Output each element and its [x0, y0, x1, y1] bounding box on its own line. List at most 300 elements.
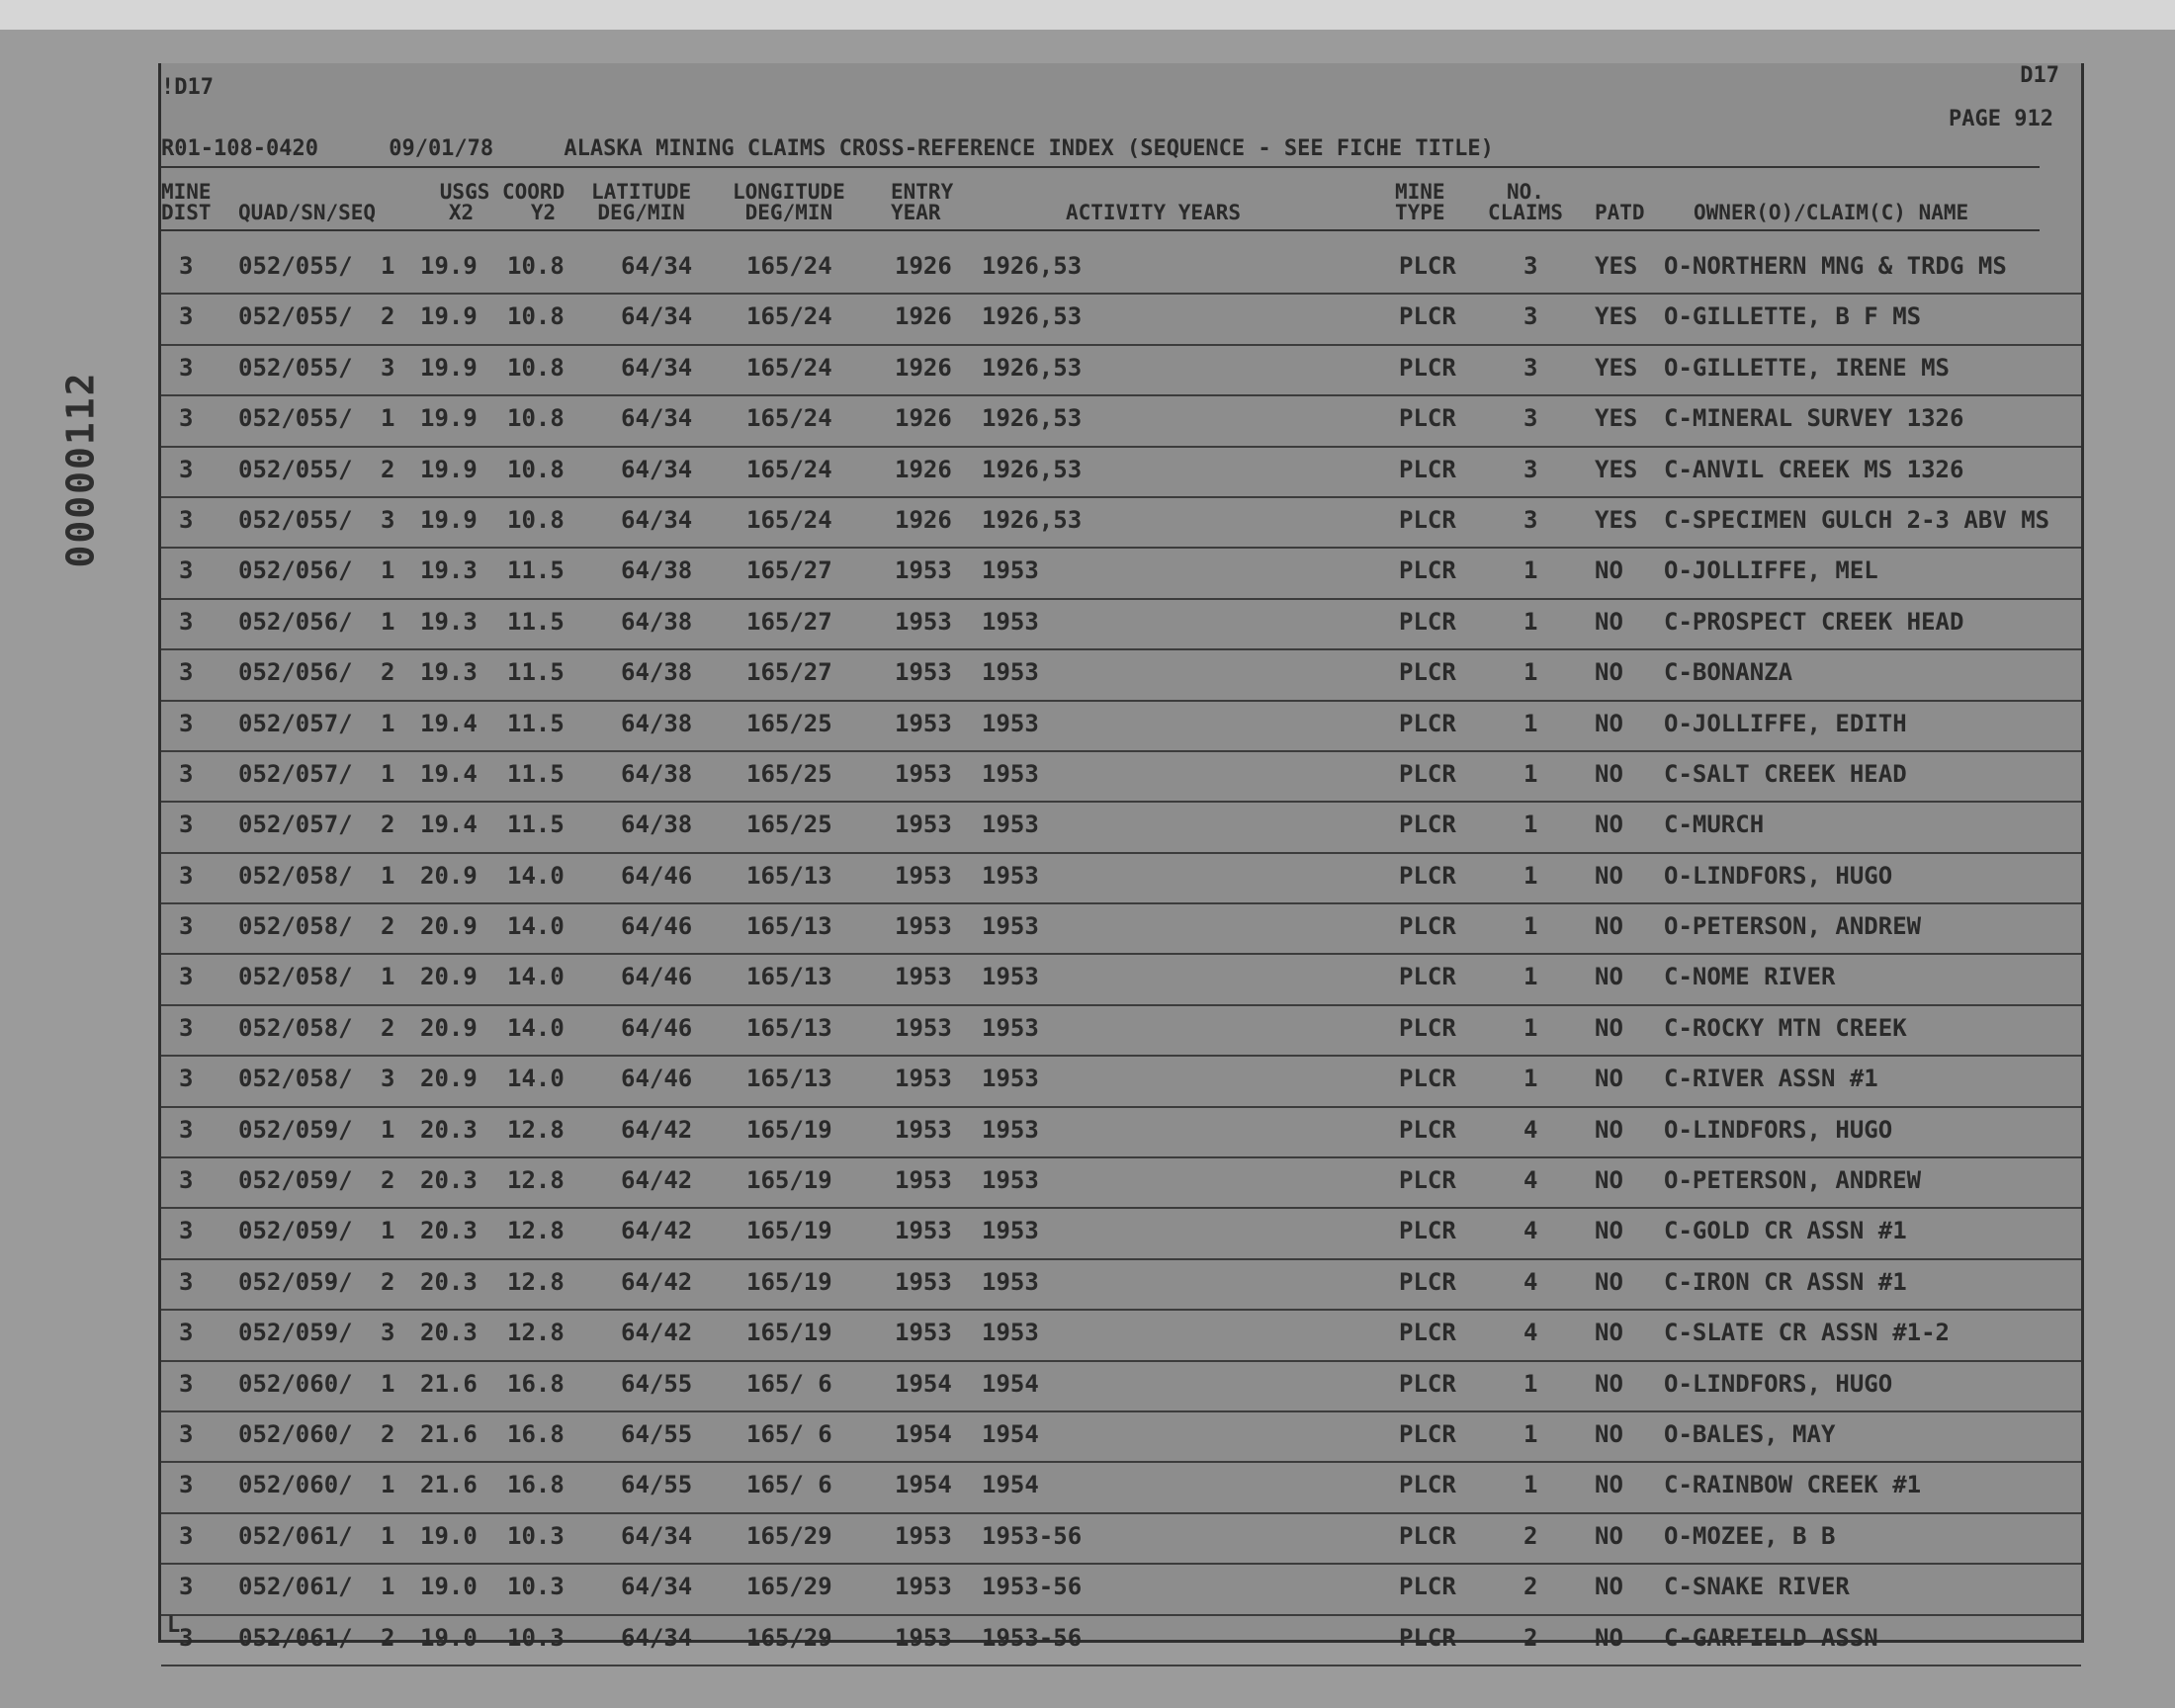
seq-cell: 1: [381, 252, 395, 280]
latitude-cell: 64/38: [621, 759, 693, 788]
longitude-cell: 165/24: [746, 252, 832, 280]
side-film-number: [61, 366, 101, 573]
x2-cell: 21.6: [420, 1471, 478, 1499]
quad-cell: 052/056/: [238, 658, 353, 687]
quad-cell: 052/059/: [238, 1217, 353, 1245]
activity-years-cell: 1953: [982, 709, 1039, 737]
mine-type-cell: PLCR: [1399, 505, 1456, 534]
activity-years-cell: 1954: [982, 1369, 1039, 1398]
activity-years-cell: 1953: [982, 861, 1039, 890]
mine-type-cell: PLCR: [1399, 1217, 1456, 1245]
mine-dist-cell: 3: [179, 505, 194, 534]
no-claims-cell: 1: [1523, 607, 1538, 636]
quad-cell: 052/055/: [238, 302, 353, 331]
mine-dist-cell: 3: [179, 658, 194, 687]
entry-year-cell: 1926: [895, 252, 952, 280]
table-row: [161, 1362, 2081, 1412]
seq-cell: 3: [381, 353, 395, 382]
report-id: R01-108-0420: [161, 136, 318, 161]
entry-year-cell: 1953: [895, 1319, 952, 1347]
no-claims-cell: 4: [1523, 1217, 1538, 1245]
owner-claim-cell: C-ANVIL CREEK MS 1326: [1664, 455, 1964, 483]
owner-claim-cell: C-SALT CREEK HEAD: [1664, 759, 1907, 788]
mine-dist-cell: 3: [179, 1319, 194, 1347]
y2-cell: 10.3: [507, 1623, 565, 1652]
table-row: [161, 549, 2081, 599]
longitude-cell: 165/13: [746, 1065, 832, 1093]
seq-cell: 2: [381, 811, 395, 839]
longitude-cell: 165/27: [746, 556, 832, 585]
seq-cell: 3: [381, 1065, 395, 1093]
patd-cell: NO: [1595, 1217, 1623, 1245]
report-date: 09/01/78: [389, 136, 494, 161]
quad-cell: 052/059/: [238, 1319, 353, 1347]
x2-cell: 19.9: [420, 302, 478, 331]
header-underline: [161, 229, 2040, 231]
latitude-cell: 64/55: [621, 1419, 693, 1448]
longitude-cell: 165/19: [746, 1217, 832, 1245]
entry-year-cell: 1953: [895, 1573, 952, 1601]
longitude-cell: 165/24: [746, 302, 832, 331]
table-row: [161, 1565, 2081, 1615]
table-row: [161, 904, 2081, 955]
entry-year-cell: 1926: [895, 353, 952, 382]
table-row: [161, 1616, 2081, 1666]
table-row: [161, 1514, 2081, 1565]
mine-dist-cell: 3: [179, 1573, 194, 1601]
report-title: ALASKA MINING CLAIMS CROSS-REFERENCE INDEX (SEQUENCE - SEE FICHE TITLE): [564, 136, 1494, 161]
mine-type-cell: PLCR: [1399, 1065, 1456, 1093]
longitude-cell: 165/27: [746, 658, 832, 687]
activity-years-cell: 1954: [982, 1471, 1039, 1499]
owner-claim-cell: C-IRON CR ASSN #1: [1664, 1267, 1907, 1296]
activity-years-cell: 1953-56: [982, 1521, 1083, 1550]
activity-years-cell: 1953: [982, 1166, 1039, 1195]
mine-type-cell: PLCR: [1399, 811, 1456, 839]
quad-cell: 052/055/: [238, 353, 353, 382]
ref-code-right: D17: [2020, 63, 2059, 88]
patd-cell: NO: [1595, 811, 1623, 839]
owner-claim-cell: C-GOLD CR ASSN #1: [1664, 1217, 1907, 1245]
seq-cell: 1: [381, 607, 395, 636]
seq-cell: 2: [381, 912, 395, 941]
claims-table: [161, 244, 2081, 1666]
y2-cell: 10.8: [507, 353, 565, 382]
quad-cell: 052/061/: [238, 1521, 353, 1550]
patd-cell: NO: [1595, 1166, 1623, 1195]
latitude-cell: 64/38: [621, 556, 693, 585]
seq-cell: 1: [381, 963, 395, 991]
mine-type-cell: PLCR: [1399, 353, 1456, 382]
seq-cell: 1: [381, 556, 395, 585]
owner-claim-cell: C-PROSPECT CREEK HEAD: [1664, 607, 1964, 636]
longitude-cell: 165/19: [746, 1319, 832, 1347]
mine-type-cell: PLCR: [1399, 963, 1456, 991]
entry-year-cell: 1953: [895, 1115, 952, 1144]
owner-claim-cell: C-MINERAL SURVEY 1326: [1664, 404, 1964, 433]
seq-cell: 2: [381, 658, 395, 687]
mine-dist-cell: 3: [179, 1217, 194, 1245]
entry-year-cell: 1926: [895, 455, 952, 483]
latitude-cell: 64/38: [621, 811, 693, 839]
owner-claim-cell: C-ROCKY MTN CREEK: [1664, 1013, 1907, 1042]
y2-cell: 10.3: [507, 1521, 565, 1550]
x2-cell: 20.3: [420, 1166, 478, 1195]
quad-cell: 052/056/: [238, 556, 353, 585]
activity-years-cell: 1926,53: [982, 252, 1083, 280]
activity-years-cell: 1953: [982, 556, 1039, 585]
activity-years-cell: 1953: [982, 1217, 1039, 1245]
x2-cell: 21.6: [420, 1419, 478, 1448]
latitude-cell: 64/34: [621, 1521, 693, 1550]
latitude-cell: 64/34: [621, 353, 693, 382]
owner-claim-cell: O-PETERSON, ANDREW: [1664, 912, 1922, 941]
entry-year-cell: 1926: [895, 302, 952, 331]
latitude-cell: 64/55: [621, 1369, 693, 1398]
quad-cell: 052/058/: [238, 861, 353, 890]
latitude-cell: 64/34: [621, 302, 693, 331]
quad-cell: 052/059/: [238, 1166, 353, 1195]
col-no-claims: NO. CLAIMS: [1488, 180, 1563, 224]
no-claims-cell: 4: [1523, 1267, 1538, 1296]
col-activity-years: ACTIVITY YEARS: [1066, 201, 1242, 224]
patd-cell: NO: [1595, 556, 1623, 585]
no-claims-cell: 1: [1523, 1419, 1538, 1448]
table-row: [161, 1260, 2081, 1311]
patd-cell: YES: [1595, 353, 1638, 382]
owner-claim-cell: C-SLATE CR ASSN #1-2: [1664, 1319, 1950, 1347]
y2-cell: 12.8: [507, 1319, 565, 1347]
mine-dist-cell: 3: [179, 1369, 194, 1398]
entry-year-cell: 1953: [895, 1013, 952, 1042]
no-claims-cell: 3: [1523, 353, 1538, 382]
seq-cell: 2: [381, 302, 395, 331]
mine-type-cell: PLCR: [1399, 1166, 1456, 1195]
y2-cell: 11.5: [507, 709, 565, 737]
page-number: PAGE 912: [1949, 107, 2053, 131]
table-row: [161, 346, 2081, 396]
mine-dist-cell: 3: [179, 1166, 194, 1195]
latitude-cell: 64/46: [621, 1065, 693, 1093]
owner-claim-cell: C-SNAKE RIVER: [1664, 1573, 1850, 1601]
entry-year-cell: 1953: [895, 1065, 952, 1093]
activity-years-cell: 1953: [982, 963, 1039, 991]
patd-cell: NO: [1595, 1065, 1623, 1093]
owner-claim-cell: C-RAINBOW CREEK #1: [1664, 1471, 1922, 1499]
activity-years-cell: 1954: [982, 1419, 1039, 1448]
patd-cell: NO: [1595, 1369, 1623, 1398]
seq-cell: 1: [381, 404, 395, 433]
latitude-cell: 64/34: [621, 455, 693, 483]
entry-year-cell: 1953: [895, 658, 952, 687]
owner-claim-cell: C-BONANZA: [1664, 658, 1793, 687]
quad-cell: 052/055/: [238, 455, 353, 483]
table-row: [161, 396, 2081, 447]
table-row: [161, 1412, 2081, 1463]
longitude-cell: 165/13: [746, 912, 832, 941]
activity-years-cell: 1953: [982, 759, 1039, 788]
activity-years-cell: 1926,53: [982, 505, 1083, 534]
col-entry-year: ENTRY YEAR: [891, 180, 954, 224]
no-claims-cell: 3: [1523, 404, 1538, 433]
mine-type-cell: PLCR: [1399, 759, 1456, 788]
activity-years-cell: 1953: [982, 1115, 1039, 1144]
mine-dist-cell: 3: [179, 963, 194, 991]
mine-type-cell: PLCR: [1399, 404, 1456, 433]
title-underline: [161, 166, 2040, 168]
longitude-cell: 165/ 6: [746, 1369, 832, 1398]
no-claims-cell: 1: [1523, 658, 1538, 687]
quad-cell: 052/055/: [238, 404, 353, 433]
mine-dist-cell: 3: [179, 404, 194, 433]
x2-cell: 20.3: [420, 1115, 478, 1144]
longitude-cell: 165/24: [746, 353, 832, 382]
patd-cell: YES: [1595, 455, 1638, 483]
report-title-line: [161, 136, 1551, 161]
y2-cell: 12.8: [507, 1267, 565, 1296]
latitude-cell: 64/34: [621, 1573, 693, 1601]
quad-cell: 052/056/: [238, 607, 353, 636]
y2-cell: 10.8: [507, 455, 565, 483]
longitude-cell: 165/27: [746, 607, 832, 636]
y2-cell: 14.0: [507, 963, 565, 991]
patd-cell: NO: [1595, 1319, 1623, 1347]
x2-cell: 20.9: [420, 963, 478, 991]
seq-cell: 1: [381, 709, 395, 737]
latitude-cell: 64/42: [621, 1319, 693, 1347]
y2-cell: 11.5: [507, 607, 565, 636]
longitude-cell: 165/29: [746, 1521, 832, 1550]
mine-type-cell: PLCR: [1399, 1419, 1456, 1448]
latitude-cell: 64/34: [621, 505, 693, 534]
latitude-cell: 64/38: [621, 607, 693, 636]
longitude-cell: 165/25: [746, 811, 832, 839]
quad-cell: 052/060/: [238, 1369, 353, 1398]
y2-cell: 11.5: [507, 556, 565, 585]
mine-type-cell: PLCR: [1399, 709, 1456, 737]
table-row: [161, 752, 2081, 803]
entry-year-cell: 1953: [895, 861, 952, 890]
x2-cell: 19.0: [420, 1573, 478, 1601]
patd-cell: YES: [1595, 505, 1638, 534]
latitude-cell: 64/46: [621, 963, 693, 991]
x2-cell: 20.9: [420, 861, 478, 890]
y2-cell: 16.8: [507, 1419, 565, 1448]
x2-cell: 20.9: [420, 912, 478, 941]
longitude-cell: 165/19: [746, 1166, 832, 1195]
entry-year-cell: 1953: [895, 963, 952, 991]
latitude-cell: 64/34: [621, 1623, 693, 1652]
mine-type-cell: PLCR: [1399, 1573, 1456, 1601]
mine-dist-cell: 3: [179, 1013, 194, 1042]
patd-cell: NO: [1595, 1419, 1623, 1448]
x2-cell: 19.4: [420, 811, 478, 839]
mine-type-cell: PLCR: [1399, 556, 1456, 585]
y2-cell: 11.5: [507, 811, 565, 839]
entry-year-cell: 1953: [895, 811, 952, 839]
activity-years-cell: 1953: [982, 811, 1039, 839]
no-claims-cell: 1: [1523, 1369, 1538, 1398]
mine-type-cell: PLCR: [1399, 1521, 1456, 1550]
y2-cell: 10.8: [507, 252, 565, 280]
y2-cell: 10.8: [507, 302, 565, 331]
no-claims-cell: 3: [1523, 302, 1538, 331]
no-claims-cell: 3: [1523, 505, 1538, 534]
mine-dist-cell: 3: [179, 455, 194, 483]
seq-cell: 1: [381, 1369, 395, 1398]
quad-cell: 052/057/: [238, 811, 353, 839]
activity-years-cell: 1953: [982, 1065, 1039, 1093]
longitude-cell: 165/25: [746, 759, 832, 788]
no-claims-cell: 1: [1523, 556, 1538, 585]
col-mine-dist: MINE DIST: [161, 180, 212, 224]
mine-type-cell: PLCR: [1399, 302, 1456, 331]
no-claims-cell: 2: [1523, 1573, 1538, 1601]
entry-year-cell: 1953: [895, 1166, 952, 1195]
owner-claim-cell: O-NORTHERN MNG & TRDG MS: [1664, 252, 2007, 280]
y2-cell: 14.0: [507, 861, 565, 890]
mine-dist-cell: 3: [179, 1065, 194, 1093]
entry-year-cell: 1926: [895, 404, 952, 433]
latitude-cell: 64/46: [621, 1013, 693, 1042]
quad-cell: 052/061/: [238, 1623, 353, 1652]
table-row: [161, 1311, 2081, 1361]
y2-cell: 16.8: [507, 1369, 565, 1398]
activity-years-cell: 1926,53: [982, 404, 1083, 433]
mine-dist-cell: 3: [179, 353, 194, 382]
y2-cell: 12.8: [507, 1217, 565, 1245]
activity-years-cell: 1953-56: [982, 1623, 1083, 1652]
x2-cell: 20.3: [420, 1319, 478, 1347]
mine-type-cell: PLCR: [1399, 1013, 1456, 1042]
mine-dist-cell: 3: [179, 861, 194, 890]
y2-cell: 16.8: [507, 1471, 565, 1499]
longitude-cell: 165/13: [746, 861, 832, 890]
owner-claim-cell: C-RIVER ASSN #1: [1664, 1065, 1878, 1093]
seq-cell: 1: [381, 1573, 395, 1601]
printout-sheet: [158, 63, 2084, 1652]
mine-dist-cell: 3: [179, 709, 194, 737]
mine-dist-cell: 3: [179, 1115, 194, 1144]
x2-cell: 19.9: [420, 455, 478, 483]
entry-year-cell: 1953: [895, 607, 952, 636]
quad-cell: 052/060/: [238, 1471, 353, 1499]
owner-claim-cell: O-LINDFORS, HUGO: [1664, 861, 1893, 890]
patd-cell: NO: [1595, 1013, 1623, 1042]
x2-cell: 19.3: [420, 607, 478, 636]
activity-years-cell: 1926,53: [982, 455, 1083, 483]
x2-cell: 19.4: [420, 759, 478, 788]
seq-cell: 2: [381, 1013, 395, 1042]
patd-cell: YES: [1595, 302, 1638, 331]
entry-year-cell: 1953: [895, 556, 952, 585]
seq-cell: 2: [381, 1166, 395, 1195]
col-longitude: LONGITUDE DEG/MIN: [733, 180, 845, 224]
patd-cell: NO: [1595, 963, 1623, 991]
quad-cell: 052/057/: [238, 709, 353, 737]
latitude-cell: 64/34: [621, 404, 693, 433]
x2-cell: 19.9: [420, 505, 478, 534]
mine-type-cell: PLCR: [1399, 607, 1456, 636]
entry-year-cell: 1954: [895, 1369, 952, 1398]
latitude-cell: 64/42: [621, 1267, 693, 1296]
table-row: [161, 1006, 2081, 1057]
activity-years-cell: 1953: [982, 658, 1039, 687]
owner-claim-cell: O-MOZEE, B B: [1664, 1521, 1836, 1550]
owner-claim-cell: O-PETERSON, ANDREW: [1664, 1166, 1922, 1195]
y2-cell: 14.0: [507, 912, 565, 941]
table-row: [161, 244, 2081, 295]
y2-cell: 12.8: [507, 1166, 565, 1195]
no-claims-cell: 1: [1523, 912, 1538, 941]
x2-cell: 20.9: [420, 1065, 478, 1093]
longitude-cell: 165/24: [746, 404, 832, 433]
mine-dist-cell: 3: [179, 556, 194, 585]
mine-dist-cell: 3: [179, 252, 194, 280]
patd-cell: NO: [1595, 607, 1623, 636]
mine-type-cell: PLCR: [1399, 455, 1456, 483]
quad-cell: 052/059/: [238, 1115, 353, 1144]
quad-cell: 052/055/: [238, 505, 353, 534]
owner-claim-cell: O-JOLLIFFE, MEL: [1664, 556, 1878, 585]
patd-cell: NO: [1595, 1573, 1623, 1601]
no-claims-cell: 1: [1523, 759, 1538, 788]
seq-cell: 1: [381, 1471, 395, 1499]
quad-cell: 052/055/: [238, 252, 353, 280]
table-row: [161, 600, 2081, 650]
no-claims-cell: 2: [1523, 1521, 1538, 1550]
mine-type-cell: PLCR: [1399, 1115, 1456, 1144]
quad-cell: 052/057/: [238, 759, 353, 788]
table-row: [161, 1209, 2081, 1259]
side-film-number-text: 00000112: [59, 371, 103, 568]
table-row: [161, 1463, 2081, 1513]
seq-cell: 1: [381, 1115, 395, 1144]
latitude-cell: 64/42: [621, 1115, 693, 1144]
table-row: [161, 955, 2081, 1005]
entry-year-cell: 1953: [895, 912, 952, 941]
x2-cell: 19.3: [420, 556, 478, 585]
entry-year-cell: 1953: [895, 709, 952, 737]
mine-type-cell: PLCR: [1399, 658, 1456, 687]
x2-cell: 21.6: [420, 1369, 478, 1398]
entry-year-cell: 1953: [895, 1217, 952, 1245]
activity-years-cell: 1953: [982, 1267, 1039, 1296]
y2-cell: 11.5: [507, 658, 565, 687]
latitude-cell: 64/42: [621, 1217, 693, 1245]
x2-cell: 19.0: [420, 1623, 478, 1652]
no-claims-cell: 1: [1523, 1471, 1538, 1499]
table-row: [161, 295, 2081, 345]
mine-dist-cell: 3: [179, 607, 194, 636]
longitude-cell: 165/19: [746, 1115, 832, 1144]
patd-cell: YES: [1595, 404, 1638, 433]
x2-cell: 19.9: [420, 252, 478, 280]
y2-cell: 11.5: [507, 759, 565, 788]
longitude-cell: 165/24: [746, 505, 832, 534]
table-row: [161, 1108, 2081, 1158]
quad-cell: 052/061/: [238, 1573, 353, 1601]
patd-cell: NO: [1595, 1267, 1623, 1296]
no-claims-cell: 1: [1523, 811, 1538, 839]
no-claims-cell: 2: [1523, 1623, 1538, 1652]
activity-years-cell: 1953: [982, 607, 1039, 636]
seq-cell: 1: [381, 1521, 395, 1550]
col-mine-type: MINE TYPE: [1395, 180, 1445, 224]
y2-cell: 10.8: [507, 505, 565, 534]
mine-dist-cell: 3: [179, 1521, 194, 1550]
entry-year-cell: 1954: [895, 1419, 952, 1448]
